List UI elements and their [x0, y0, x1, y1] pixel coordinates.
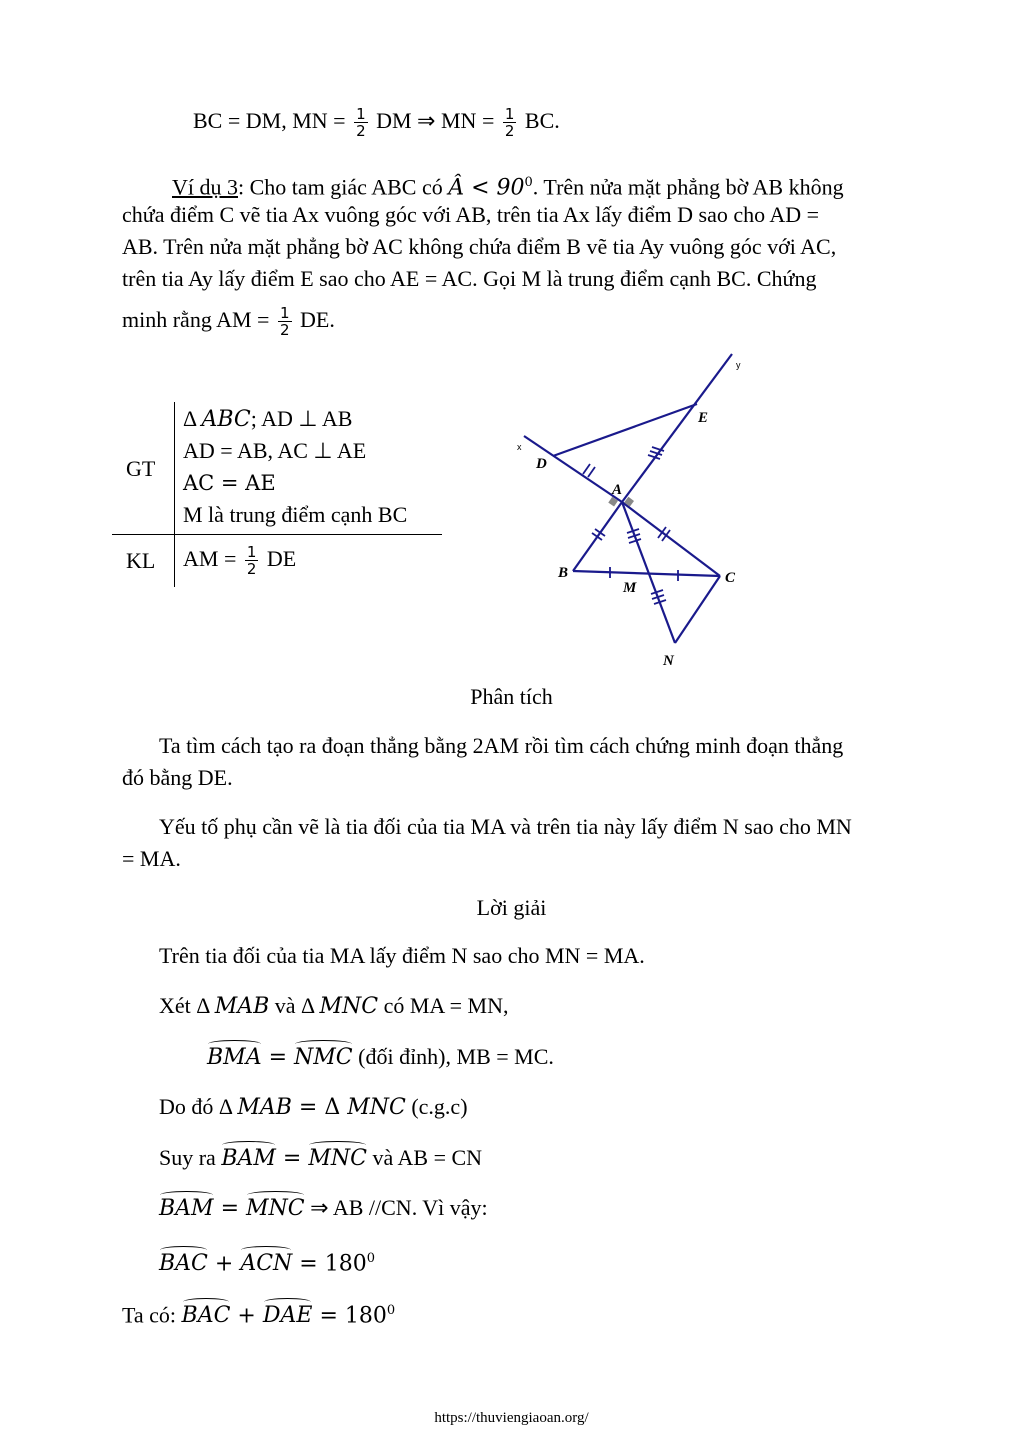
label-x: x	[517, 442, 522, 452]
analysis-p1b: đó bằng DE.	[122, 765, 233, 790]
segment-cn	[675, 576, 720, 643]
given-4: M là trung điểm cạnh BC	[183, 502, 408, 527]
superscript: 0	[524, 175, 533, 190]
solution-line-6	[159, 1193, 488, 1224]
text: +	[207, 1251, 241, 1277]
text: và Δ	[269, 993, 320, 1018]
solution-title: Lời giải	[476, 895, 547, 920]
angle: BAC	[159, 1249, 208, 1279]
table-divider-horizontal	[112, 534, 442, 535]
text: (c.g.c)	[405, 1094, 468, 1119]
analysis-title: Phân tích	[470, 684, 553, 709]
denominator: 2	[356, 122, 366, 141]
gt-label: GT	[126, 456, 156, 481]
text: và AB = CN	[366, 1145, 483, 1170]
given-3: AC = AE	[183, 471, 276, 495]
text: ; AD ⊥ AB	[250, 406, 353, 431]
superscript: 0	[386, 1303, 396, 1318]
footer-url[interactable]: https://thuviengiaoan.org/	[434, 1410, 589, 1426]
solution-line-1: Trên tia đối của tia MA lấy điểm N sao cho MN = MA.	[159, 943, 645, 968]
text: Suy ra	[159, 1145, 222, 1170]
example-line-3: AB. Trên nửa mặt phẳng bờ AC không chứa điểm B vẽ tia Ay vuông góc với AC,	[122, 234, 837, 259]
angle: MNC	[308, 1144, 367, 1174]
numerator: 1	[279, 304, 290, 323]
angle: ACN	[240, 1249, 292, 1279]
fraction	[503, 106, 517, 139]
text: =	[275, 1146, 309, 1171]
math: MNC	[319, 994, 379, 1019]
numerator: 1	[356, 105, 366, 124]
fraction	[278, 305, 292, 338]
text: DE.	[294, 307, 335, 332]
label-c: C	[725, 570, 736, 586]
denominator: 2	[504, 122, 515, 141]
label-d: D	[536, 456, 547, 472]
text: minh rằng AM =	[122, 307, 275, 332]
example-label: Ví dụ 3	[172, 174, 238, 200]
text: =	[261, 1045, 295, 1070]
tick	[583, 464, 590, 474]
text: có MA = MN,	[378, 993, 509, 1018]
formula-line	[193, 106, 560, 139]
angle: BAM	[221, 1144, 276, 1174]
denominator: 2	[246, 560, 257, 579]
text: ⇒ AB //CN. Vì vậy:	[304, 1195, 488, 1220]
label-e: E	[698, 410, 709, 426]
math: MAB	[214, 994, 270, 1019]
text: Do đó Δ	[159, 1094, 238, 1119]
segment-bc	[573, 571, 720, 576]
angle: DAE	[263, 1301, 313, 1331]
example-line-2: chứa điểm C vẽ tia Ax vuông góc với AB, trên tia Ax lấy điểm D sao cho AD =	[122, 202, 820, 227]
text: BC.	[519, 108, 560, 133]
numerator: 1	[504, 105, 515, 124]
given-2: AD = AB, AC ⊥ AE	[183, 438, 367, 463]
label-b: B	[558, 565, 569, 581]
math: MNC	[347, 1095, 406, 1120]
text: = 180	[292, 1251, 367, 1277]
math: MAB	[237, 1095, 292, 1120]
angle: NMC	[294, 1043, 353, 1073]
solution-line-3	[207, 1042, 554, 1073]
solution-line-8	[122, 1296, 395, 1331]
solution-line-4	[159, 1092, 468, 1123]
text: Δ	[183, 406, 202, 431]
tick	[588, 467, 595, 477]
text: =	[213, 1196, 247, 1221]
example-line-4: trên tia Ay lấy điểm E sao cho AE = AC. Gọi M là trung điểm cạnh BC. Chứng	[122, 266, 817, 291]
fraction	[245, 544, 259, 577]
label-m: M	[623, 580, 637, 596]
label-n: N	[663, 653, 674, 669]
given-conclusion-table	[112, 402, 442, 590]
numerator: 1	[246, 543, 257, 562]
table-divider-vertical	[174, 402, 175, 587]
solution-line-2	[159, 991, 508, 1022]
text: . Trên nửa mặt phẳng bờ AB không	[532, 174, 844, 200]
text: = 180	[312, 1303, 387, 1329]
text: : Cho tam giác ABC có	[238, 174, 449, 200]
solution-line-7	[159, 1244, 375, 1279]
text: DE	[261, 546, 297, 571]
text: +	[230, 1303, 263, 1329]
text: Ta có:	[122, 1302, 182, 1328]
fraction	[354, 106, 368, 139]
math: ABC	[201, 407, 251, 432]
text: = Δ	[291, 1095, 348, 1120]
label-a: A	[612, 482, 623, 498]
angle: BAC	[182, 1301, 231, 1331]
ray-labels	[517, 360, 741, 452]
given-1	[183, 404, 352, 435]
text: AM =	[183, 546, 242, 571]
analysis-p1a: Ta tìm cách tạo ra đoạn thẳng bằng 2AM rồi tìm cách chứng minh đoạn thẳng	[159, 733, 844, 758]
kl-label: KL	[126, 548, 156, 573]
solution-line-5	[159, 1143, 482, 1174]
angle: BAM	[159, 1194, 214, 1224]
label-y: y	[736, 360, 741, 370]
analysis-p2a: Yếu tố phụ cần vẽ là tia đối của tia MA và trên tia này lấy điểm N sao cho MN	[159, 814, 852, 839]
example-line-1	[172, 168, 844, 203]
conclusion	[183, 544, 296, 577]
text: Xét Δ	[159, 993, 215, 1018]
superscript: 0	[366, 1251, 375, 1266]
ray-ay	[622, 354, 732, 502]
analysis-p2b: = MA.	[122, 846, 181, 871]
geometry-figure	[500, 345, 770, 675]
denominator: 2	[279, 321, 290, 340]
angle: BMA	[207, 1043, 262, 1073]
text: DM ⇒ MN =	[370, 108, 500, 133]
angle: MNC	[246, 1194, 305, 1224]
math: Â < 90	[448, 175, 525, 201]
tick	[595, 529, 605, 536]
text: BC = DM, MN =	[193, 108, 352, 133]
text: (đối đỉnh), MB = MC.	[352, 1044, 554, 1069]
example-line-5	[122, 305, 335, 338]
